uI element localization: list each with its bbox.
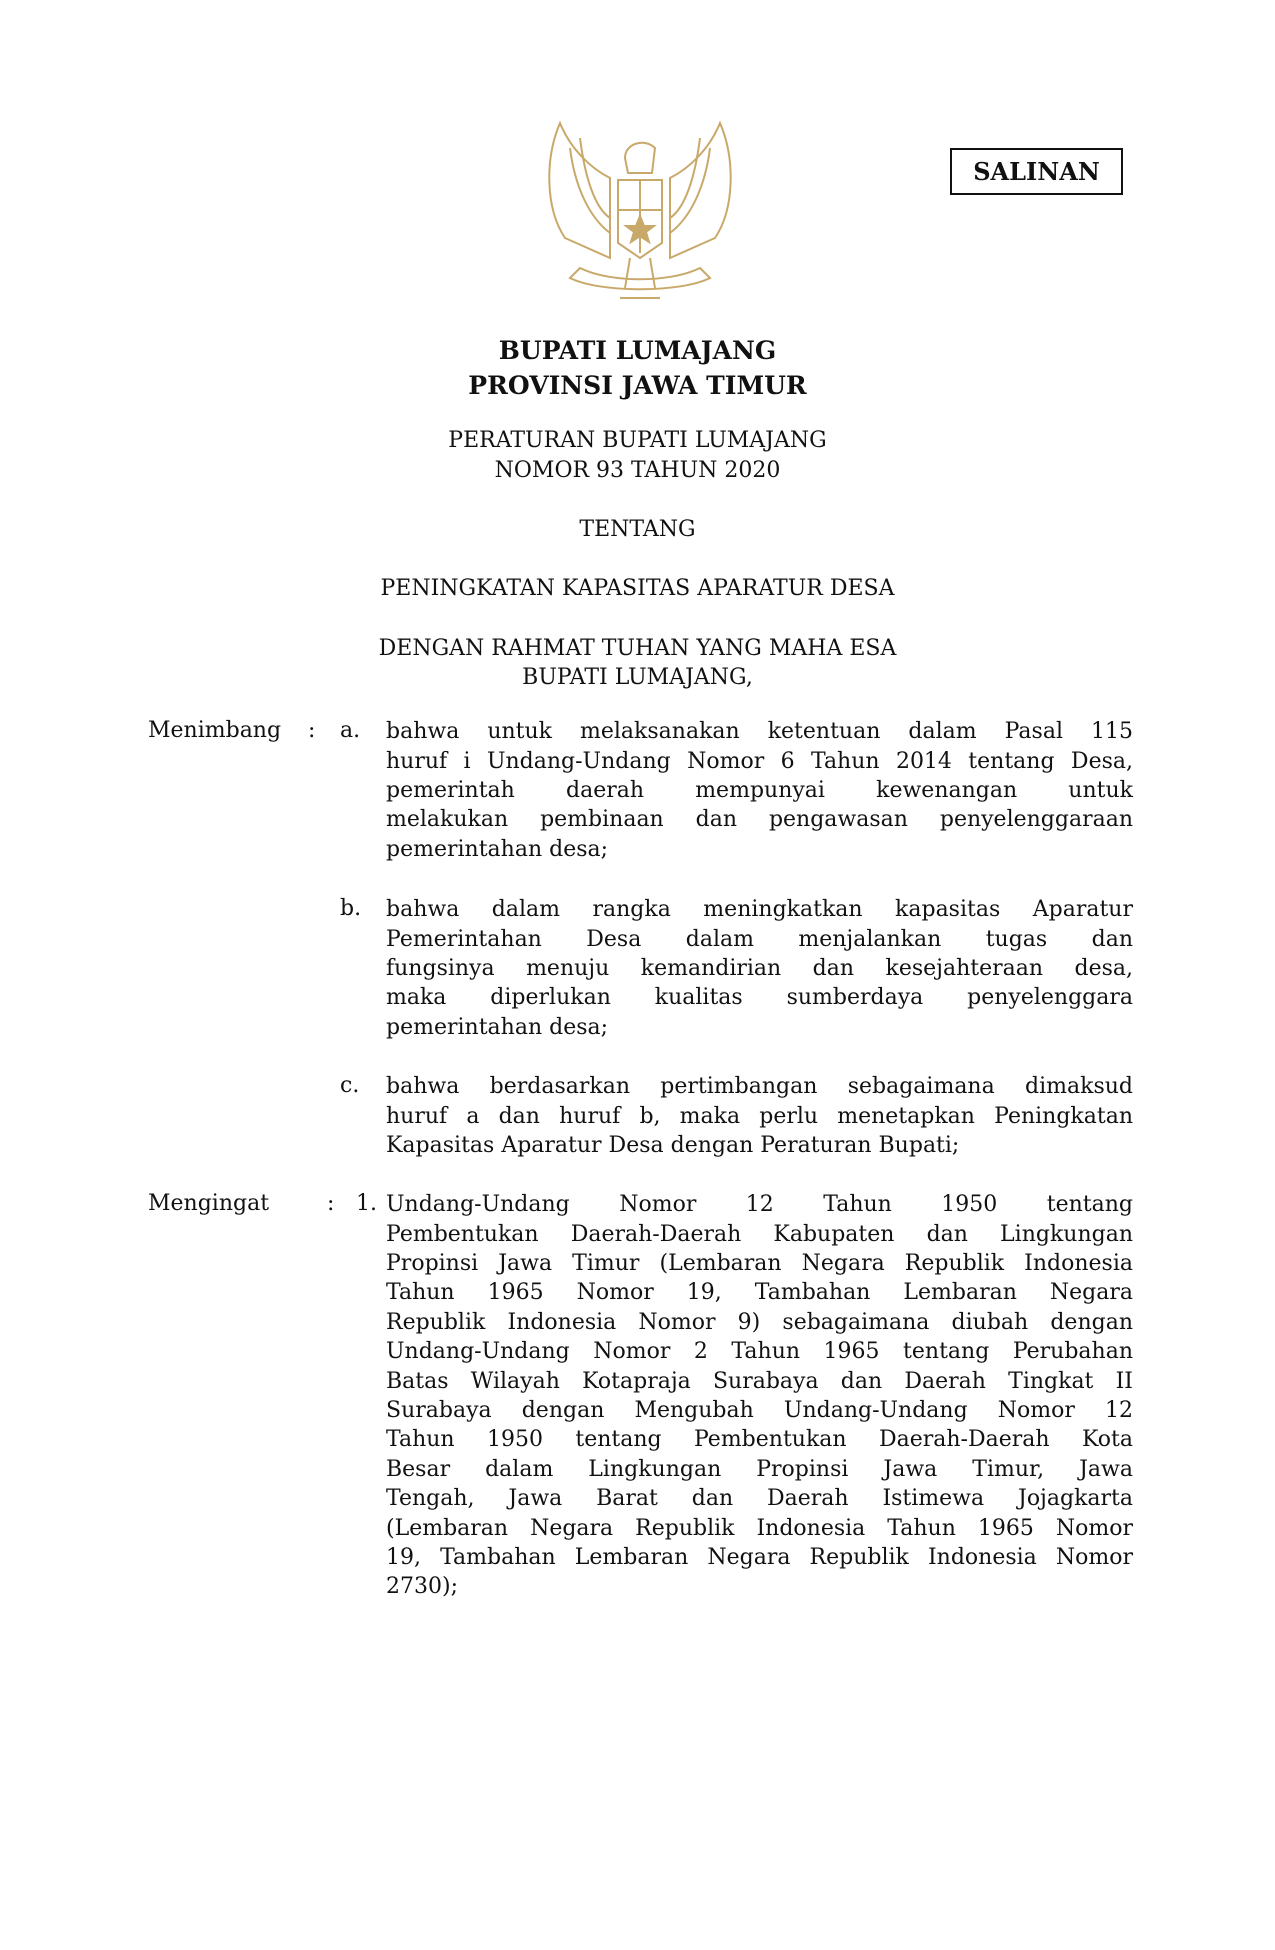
mengingat-marker: 1.: [356, 1191, 377, 1216]
clause-line: 2730);: [386, 1574, 458, 1600]
menimbang-colon: :: [308, 718, 316, 743]
clause-line: pemerintahan desa;: [386, 1014, 609, 1040]
regulation-subject: PENINGKATAN KAPASITAS APARATUR DESA: [380, 576, 895, 601]
clause-line: Undang-Undang Nomor 12 Tahun 1950 tentang: [386, 1192, 1133, 1218]
issuer-title: BUPATI LUMAJANG: [498, 336, 777, 365]
clause-line: Tahun 1950 tentang Pembentukan Daerah-Daerah Kota: [386, 1427, 1133, 1453]
regulation-number: NOMOR 93 TAHUN 2020: [494, 458, 781, 483]
menimbang-marker: c.: [340, 1073, 360, 1098]
clause-line: pemerintah daerah mempunyai kewenangan untuk: [386, 778, 1133, 804]
clause-line: melakukan pembinaan dan pengawasan penyelenggaraan: [386, 807, 1133, 833]
regulation-title: PERATURAN BUPATI LUMAJANG: [448, 428, 827, 453]
clause-line: bahwa berdasarkan pertimbangan sebagaimana dimaksud: [386, 1074, 1133, 1100]
mengingat-clause: [386, 1190, 1133, 1601]
clause-line: Kapasitas Aparatur Desa dengan Peraturan Bupati;: [386, 1133, 960, 1159]
clause-line: bahwa dalam rangka meningkatkan kapasitas Aparatur: [386, 897, 1133, 923]
clause-line: Surabaya dengan Mengubah Undang-Undang Nomor 12: [386, 1398, 1133, 1424]
menimbang-clause: [386, 1072, 1133, 1160]
clause-line: huruf a dan huruf b, maka perlu menetapkan Peningkatan: [386, 1103, 1133, 1129]
clause-line: pemerintahan desa;: [386, 836, 609, 862]
clause-line: Besar dalam Lingkungan Propinsi Jawa Timur, Jawa: [386, 1456, 1133, 1482]
clause-line: fungsinya menuju kemandirian dan kesejahteraan desa,: [386, 956, 1133, 982]
invocation: DENGAN RAHMAT TUHAN YANG MAHA ESA: [378, 636, 897, 661]
menimbang-marker: a.: [340, 718, 361, 743]
mengingat-label: Mengingat: [148, 1191, 270, 1216]
menimbang-clause: [386, 717, 1133, 864]
clause-line: Batas Wilayah Kotapraja Surabaya dan Daerah Tingkat II: [386, 1368, 1133, 1394]
menimbang-label: Menimbang: [148, 718, 282, 743]
mengingat-colon: :: [327, 1191, 335, 1216]
menimbang-clause: [386, 895, 1133, 1042]
clause-line: Pemerintahan Desa dalam menjalankan tugas dan: [386, 926, 1133, 952]
clause-line: 19, Tambahan Lembaran Negara Republik Indonesia Nomor: [386, 1544, 1133, 1570]
clause-line: Republik Indonesia Nomor 9) sebagaimana diubah dengan: [386, 1309, 1133, 1335]
province-title: PROVINSI JAWA TIMUR: [468, 371, 807, 400]
clause-line: (Lembaran Negara Republik Indonesia Tahun 1965 Nomor: [386, 1515, 1133, 1541]
clause-line: Propinsi Jawa Timur (Lembaran Negara Republik Indonesia: [386, 1251, 1133, 1277]
clause-line: bahwa untuk melaksanakan ketentuan dalam Pasal 115: [386, 719, 1133, 745]
salinan-stamp: SALINAN: [950, 148, 1123, 195]
menimbang-marker: b.: [340, 896, 362, 921]
clause-line: huruf i Undang-Undang Nomor 6 Tahun 2014 tentang Desa,: [386, 748, 1133, 774]
clause-line: Tahun 1965 Nomor 19, Tambahan Lembaran Negara: [386, 1280, 1133, 1306]
clause-line: maka diperlukan kualitas sumberdaya penyelenggara: [386, 985, 1133, 1011]
clause-line: Tengah, Jawa Barat dan Daerah Istimewa Jojagkarta: [386, 1486, 1133, 1512]
about-label: TENTANG: [579, 517, 696, 542]
clause-line: Undang-Undang Nomor 2 Tahun 1965 tentang Perubahan: [386, 1339, 1133, 1365]
signer-title: BUPATI LUMAJANG,: [522, 665, 753, 690]
clause-line: Pembentukan Daerah-Daerah Kabupaten dan Lingkungan: [386, 1221, 1133, 1247]
garuda-emblem-icon: [540, 118, 740, 318]
